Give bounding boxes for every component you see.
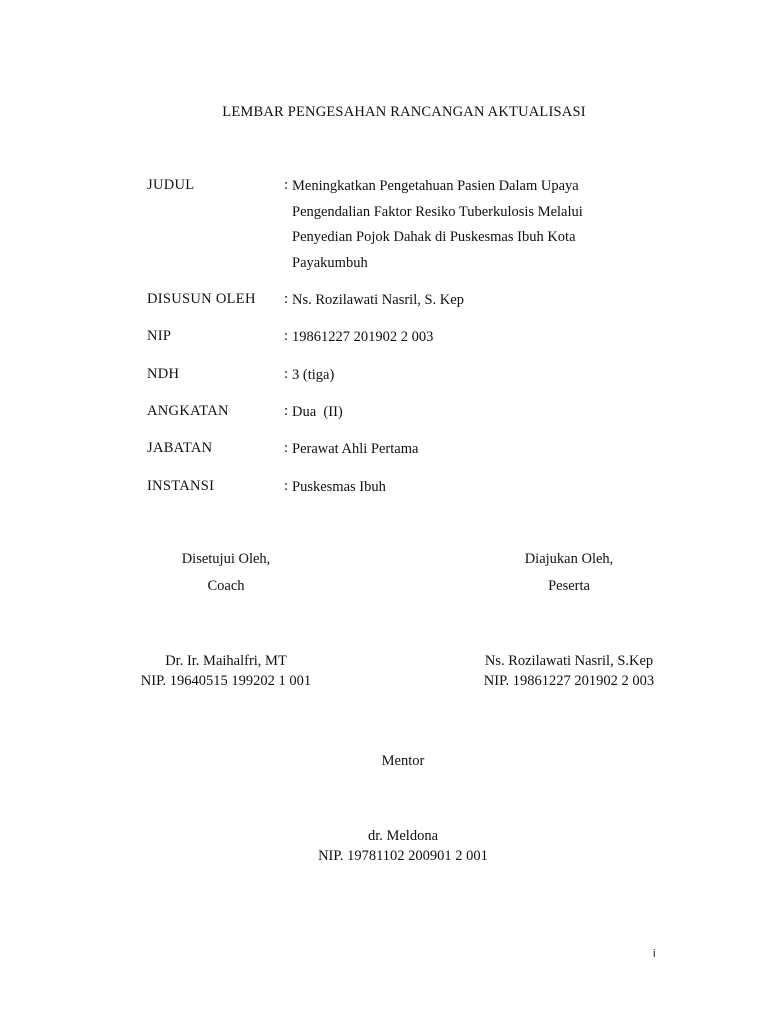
- disusun-oleh-separator: :: [284, 291, 289, 307]
- left-signature-name: Dr. Ir. Maihalfri, MT: [165, 653, 287, 669]
- judul-value: [292, 174, 652, 276]
- angkatan-value: Dua (II): [292, 404, 343, 420]
- angkatan-separator: :: [284, 403, 289, 419]
- document-title: LEMBAR PENGESAHAN RANCANGAN AKTUALISASI: [222, 104, 586, 120]
- angkatan-label: ANGKATAN: [147, 403, 229, 419]
- right-signature-name: Ns. Rozilawati Nasril, S.Kep: [484, 653, 654, 669]
- right-signature-role: Peserta: [548, 578, 590, 594]
- disusun-oleh-label: DISUSUN OLEH: [147, 291, 256, 307]
- instansi-separator: :: [284, 478, 289, 494]
- instansi-label: INSTANSI: [147, 478, 215, 494]
- nip-separator: :: [284, 328, 289, 344]
- page-number: i: [653, 948, 656, 960]
- instansi-value: Puskesmas Ibuh: [292, 479, 386, 495]
- ndh-separator: :: [284, 366, 289, 382]
- nip-label: NIP: [147, 328, 172, 344]
- judul-line-2: Pengendalian Faktor Resiko Tuberkulosis Melalui: [292, 203, 583, 220]
- judul-label: JUDUL: [147, 177, 195, 193]
- nip-value: 19861227 201902 2 003: [292, 329, 434, 345]
- jabatan-value: Perawat Ahli Pertama: [292, 441, 419, 457]
- mentor-name: dr. Meldona: [367, 828, 439, 844]
- disusun-oleh-value: Ns. Rozilawati Nasril, S. Kep: [292, 292, 464, 308]
- ndh-value: 3 (tiga): [292, 367, 335, 383]
- judul-separator: :: [284, 177, 289, 193]
- judul-line-4: Payakumbuh: [292, 254, 368, 271]
- right-signature-nip: NIP. 19861227 201902 2 003: [483, 673, 655, 689]
- judul-line-1: Meningkatkan Pengetahuan Pasien Dalam Upaya: [292, 178, 579, 194]
- left-signature-role: Coach: [207, 578, 245, 594]
- mentor-role: Mentor: [381, 753, 425, 769]
- right-signature-heading: Diajukan Oleh,: [524, 551, 614, 567]
- jabatan-label: JABATAN: [147, 440, 213, 456]
- left-signature-nip: NIP. 19640515 199202 1 001: [140, 673, 312, 689]
- left-signature-heading: Disetujui Oleh,: [181, 551, 271, 567]
- jabatan-separator: :: [284, 440, 289, 456]
- mentor-nip: NIP. 19781102 200901 2 001: [318, 848, 488, 864]
- judul-line-3: Penyedian Pojok Dahak di Puskesmas Ibuh Kota: [292, 229, 576, 245]
- ndh-label: NDH: [147, 366, 180, 382]
